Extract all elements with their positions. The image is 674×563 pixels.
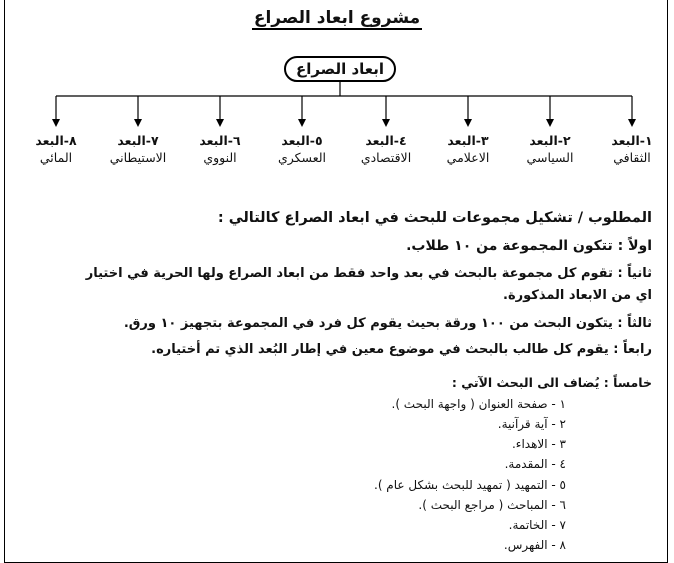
required-heading: المطلوب / تشكيل مجموعات للبحث في ابعاد الصراع كالتالي : — [217, 210, 652, 226]
point-fourth: رابعاً : يقوم كل طالب بالبحث في موضوع معين في إطار البُعد الذي تم أختياره. — [151, 342, 652, 357]
dimension-name: الاقتصادي — [360, 150, 412, 165]
dimension-number: ٧-البعد — [117, 133, 159, 148]
dimension-number: ٤-البعد — [365, 133, 407, 148]
dimension-name: الاستيطاني — [109, 150, 167, 165]
arrowhead-2 — [546, 119, 554, 127]
list-item: ٤ - المقدمة. — [504, 457, 566, 471]
arrowhead-6 — [216, 119, 224, 127]
point-second-continued: اي من الابعاد المذكورة. — [503, 288, 652, 303]
dimension-7 — [102, 132, 174, 166]
point-second: ثانياً : تقوم كل مجموعة بالبحث في بعد واحد فقط من ابعاد الصراع ولها الحرية في اختيار — [85, 266, 652, 281]
dimension-name: الاعلامي — [446, 150, 490, 165]
point-third: ثالثاً : يتكون البحث من ١٠٠ ورقة بحيث يقوم كل فرد في المجموعة بتجهيز ١٠ ورق. — [123, 316, 652, 331]
list-item: ٧ - الخاتمة. — [508, 518, 566, 532]
dimension-name: النووي — [203, 150, 237, 165]
arrowhead-5 — [298, 119, 306, 127]
branch-arrows — [52, 96, 636, 127]
dimension-number: ١-البعد — [611, 133, 653, 148]
dimension-5 — [266, 132, 338, 166]
dimension-1 — [596, 132, 668, 166]
list-item: ٦ - المباحث ( مراجع البحث ). — [418, 498, 566, 512]
arrowhead-3 — [464, 119, 472, 127]
list-item: ٣ - الاهداء. — [511, 437, 566, 451]
dimension-8 — [20, 132, 92, 166]
dimension-name: الثقافي — [613, 150, 651, 165]
root-node: ابعاد الصراع — [284, 56, 396, 82]
dimension-3 — [432, 132, 504, 166]
arrowhead-4 — [382, 119, 390, 127]
dimension-number: ٢-البعد — [529, 133, 571, 148]
point-fifth: خامساً : يُضاف الى البحث الآتي : — [451, 375, 652, 390]
arrowhead-1 — [628, 119, 636, 127]
dimension-name: المائي — [39, 150, 73, 165]
dimension-2 — [514, 132, 586, 166]
dimension-number: ٣-البعد — [447, 133, 489, 148]
dimension-4 — [350, 132, 422, 166]
dimension-name: السياسي — [526, 150, 574, 165]
dimension-number: ٨-البعد — [35, 133, 77, 148]
arrowhead-7 — [134, 119, 142, 127]
list-item: ٨ - الفهرس. — [503, 538, 566, 552]
dimension-6 — [184, 132, 256, 166]
list-item: ٢ - آية قرآنية. — [497, 417, 566, 431]
document-title-text: مشروع ابعاد الصراع — [253, 8, 421, 28]
list-item: ٥ - التمهيد ( تمهيد للبحث بشكل عام ). — [374, 478, 566, 492]
point-first: اولاً : تتكون المجموعة من ١٠ طلاب. — [406, 238, 652, 254]
dimension-number: ٦-البعد — [199, 133, 241, 148]
arrowhead-8 — [52, 119, 60, 127]
list-item: ١ - صفحة العنوان ( واجهة البحث ). — [391, 397, 566, 411]
dimension-name: العسكري — [277, 150, 327, 165]
dimension-number: ٥-البعد — [281, 133, 323, 148]
